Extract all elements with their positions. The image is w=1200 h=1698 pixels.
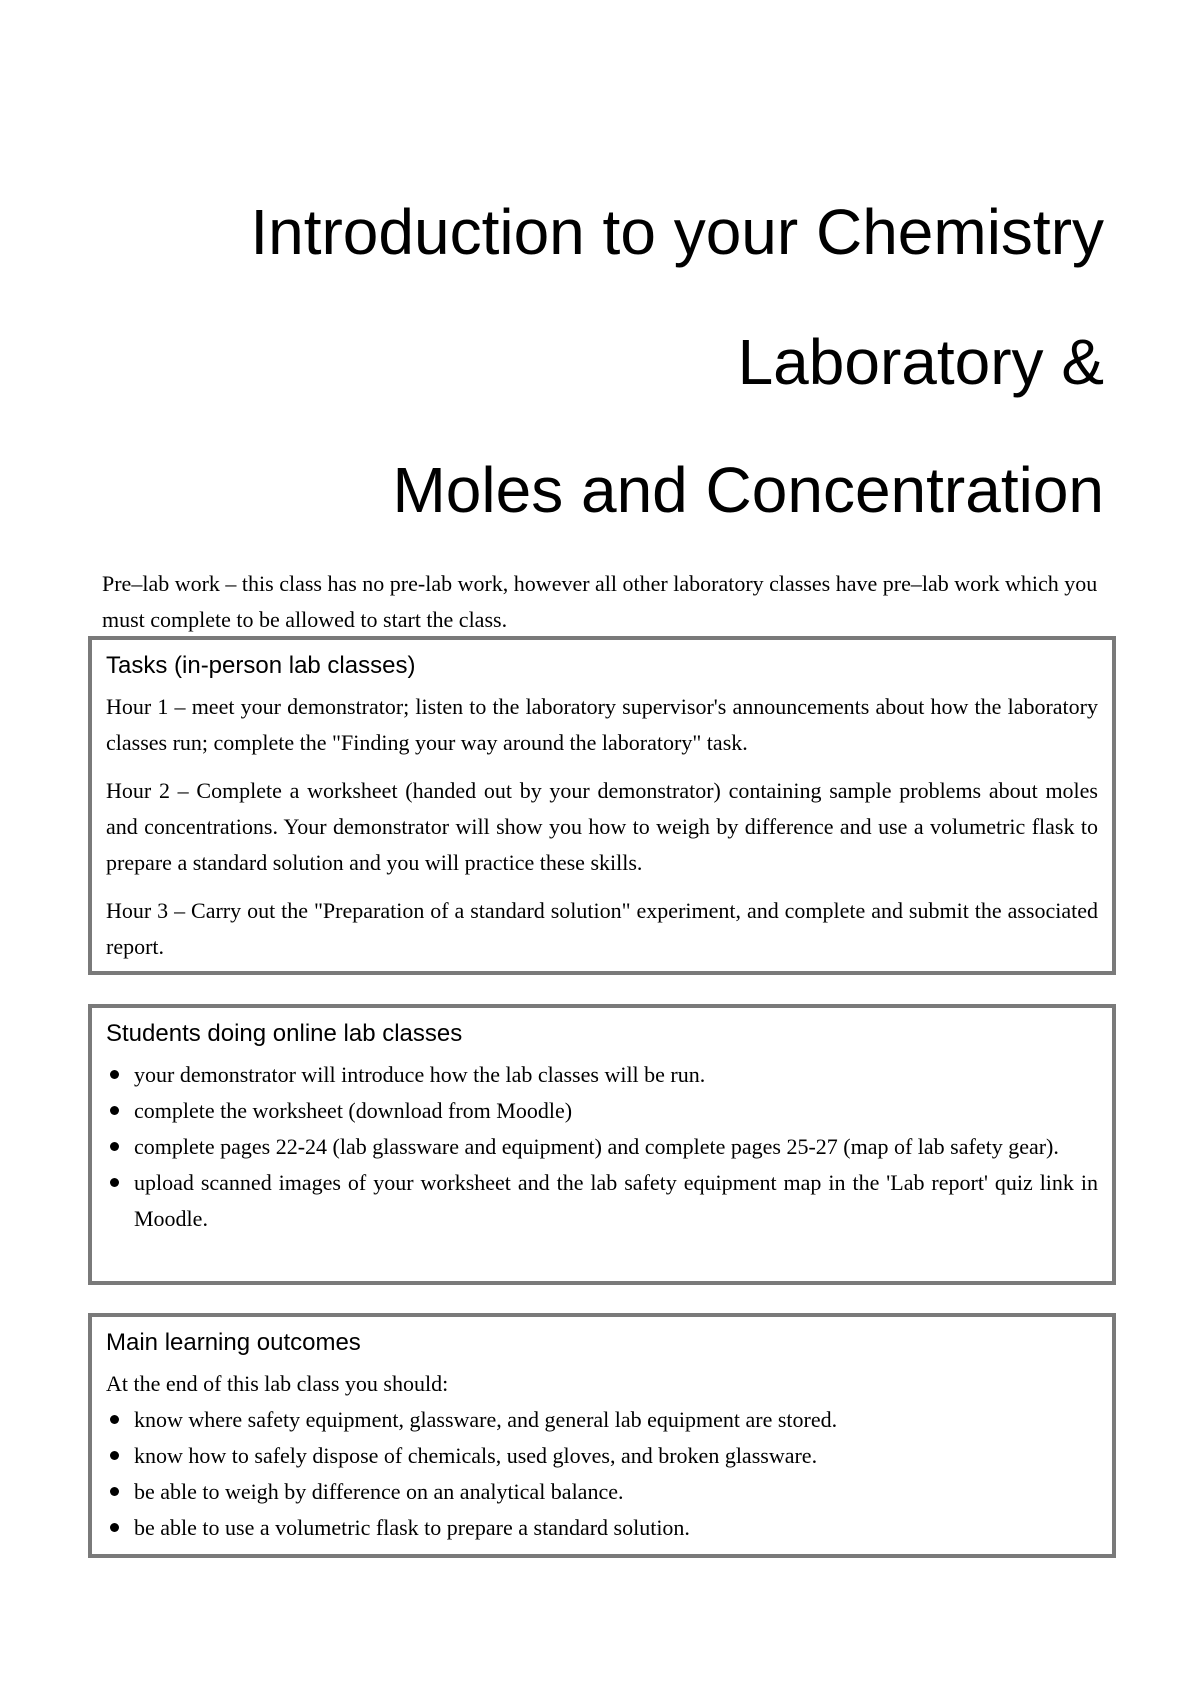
bullet-icon bbox=[110, 1070, 119, 1079]
bullet-icon bbox=[110, 1523, 119, 1532]
title-line-1: Introduction to your Chemistry bbox=[250, 196, 1104, 268]
list-item bbox=[106, 1438, 1098, 1474]
task-hour-2: Hour 2 – Complete a worksheet (handed out by your demonstrator) containing sample problems about moles and concentrations. Your demonstrator will show you how to weigh by difference and use a volumetric flask to prepare a standard solution and you will practice these skills. bbox=[106, 778, 1098, 875]
online-list bbox=[106, 1057, 1098, 1237]
title-line-2: Laboratory & bbox=[737, 326, 1104, 398]
bullet-icon bbox=[110, 1142, 119, 1151]
list-item-text: complete the worksheet (download from Moodle) bbox=[134, 1098, 573, 1123]
list-item bbox=[106, 1093, 1098, 1129]
bullet-icon bbox=[110, 1451, 119, 1460]
tasks-box bbox=[88, 636, 1116, 975]
outcomes-list bbox=[106, 1402, 1098, 1546]
list-item bbox=[106, 1057, 1098, 1093]
list-item-text: upload scanned images of your worksheet and the lab safety equipment map in the 'Lab report' quiz link in Moodle. bbox=[134, 1170, 1098, 1231]
tasks-heading: Tasks (in-person lab classes) bbox=[106, 652, 416, 679]
title-line-3: Moles and Concentration bbox=[392, 454, 1104, 526]
outcomes-heading: Main learning outcomes bbox=[106, 1329, 361, 1356]
list-item bbox=[106, 1165, 1098, 1237]
bullet-icon bbox=[110, 1415, 119, 1424]
task-hour-3: Hour 3 – Carry out the "Preparation of a standard solution" experiment, and complete and submit the associated report. bbox=[106, 898, 1098, 959]
bullet-icon bbox=[110, 1106, 119, 1115]
list-item-text: complete pages 22-24 (lab glassware and equipment) and complete pages 25-27 (map of lab safety gear). bbox=[134, 1134, 1059, 1159]
task-hour-1: Hour 1 – meet your demonstrator; listen to the laboratory supervisor's announcements about how the laboratory classes run; complete the "Finding your way around the laboratory" task. bbox=[106, 694, 1098, 755]
list-item-text: your demonstrator will introduce how the lab classes will be run. bbox=[134, 1062, 706, 1087]
list-item-text: be able to use a volumetric flask to prepare a standard solution. bbox=[134, 1515, 690, 1540]
list-item-text: know how to safely dispose of chemicals, used gloves, and broken glassware. bbox=[134, 1443, 818, 1468]
outcomes-intro: At the end of this lab class you should: bbox=[106, 1371, 449, 1396]
prelab-note: Pre–lab work – this class has no pre-lab work, however all other laboratory classes have pre–lab work which you must complete to be allowed to start the class. bbox=[102, 571, 1098, 632]
list-item bbox=[106, 1474, 1098, 1510]
online-classes-box bbox=[88, 1004, 1116, 1285]
online-heading: Students doing online lab classes bbox=[106, 1020, 463, 1047]
list-item-text: be able to weigh by difference on an analytical balance. bbox=[134, 1479, 624, 1504]
bullet-icon bbox=[110, 1178, 119, 1187]
list-item bbox=[106, 1129, 1098, 1165]
list-item bbox=[106, 1402, 1098, 1438]
list-item-text: know where safety equipment, glassware, and general lab equipment are stored. bbox=[134, 1407, 838, 1432]
bullet-icon bbox=[110, 1487, 119, 1496]
learning-outcomes-box bbox=[88, 1313, 1116, 1558]
list-item bbox=[106, 1510, 1098, 1546]
